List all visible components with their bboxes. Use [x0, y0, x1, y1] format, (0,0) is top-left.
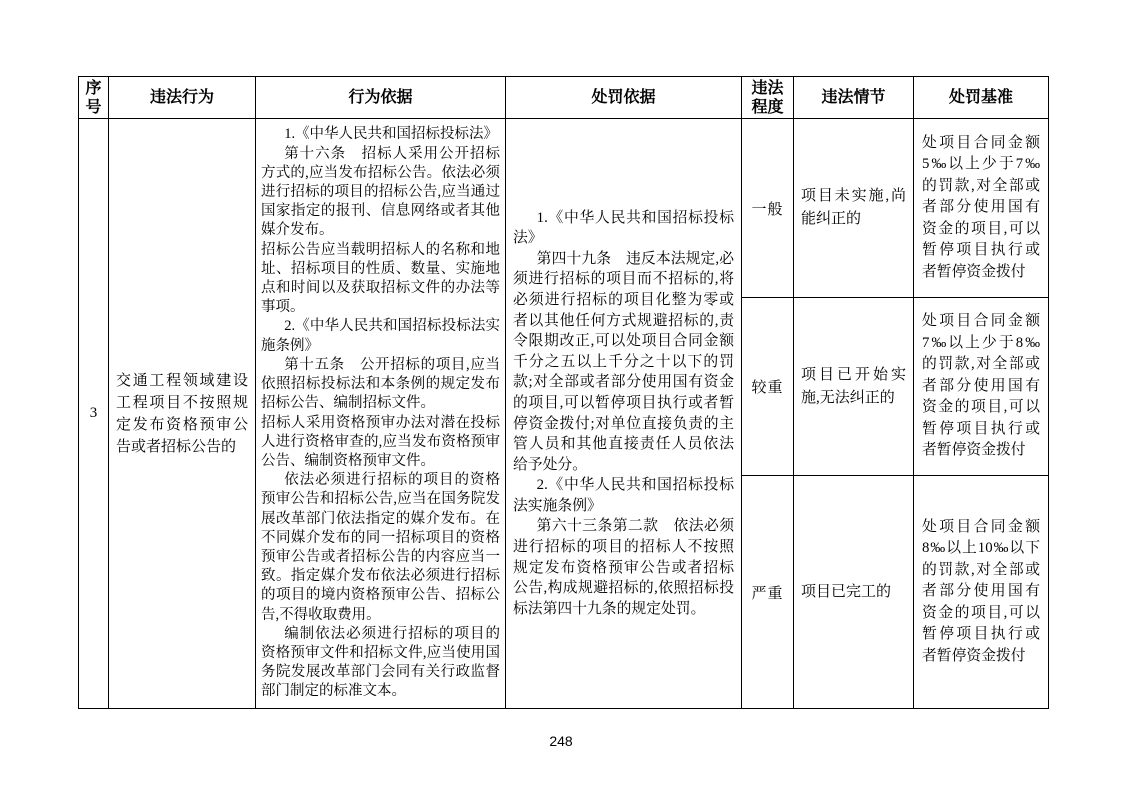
page-number: 248	[549, 733, 573, 749]
col-header-illegal-act: 违法行为	[109, 77, 256, 119]
cell-circumstance-severe	[794, 476, 914, 709]
col-header-degree: 违法程度	[742, 77, 794, 119]
cell-degree-general: 一般	[742, 119, 794, 298]
standard-text: 处项目合同金额7‰以上少于8‰的罚款,对全部或者部分使用国有资金的项目,可以暂停项目执行或者暂停资金拨付	[922, 313, 1040, 459]
cell-degree-severe: 严重	[742, 476, 794, 709]
circumstance-text: 项目已开始实施,无法纠正的	[801, 366, 906, 406]
behavior-basis-paragraph: 1.《中华人民共和国招标投标法》	[284, 126, 499, 143]
cell-degree-serious: 较重	[742, 298, 794, 476]
standard-text: 处项目合同金额8‰以上10‰以下的罚款,对全部或者部分使用国有资金的项目,可以暂停项目执行或者暂停资金拨付	[922, 518, 1040, 664]
cell-standard-severe	[914, 476, 1049, 709]
cell-standard-serious	[914, 298, 1049, 476]
col-header-penalty-basis: 处罚依据	[506, 77, 742, 119]
table-header-row	[79, 77, 1049, 119]
standard-text: 处项目合同金额5‰以上少于7‰的罚款,对全部或者部分使用国有资金的项目,可以暂停项目执行或者暂停资金拨付	[922, 134, 1040, 280]
cell-behavior-basis	[256, 119, 506, 709]
behavior-basis-paragraph: 依法必须进行招标的项目的资格预审公告和招标公告,应当在国务院发展改革部门依法指定的媒介发布。在不同媒介发布的同一招标项目的资格预审公告或者招标公告的内容应当一致。指定媒介发布依法必须进行招标的项目的境内资格预审公告、招标公告,不得收取费用。	[261, 472, 500, 623]
cell-circumstance-serious	[794, 298, 914, 476]
behavior-basis-paragraph: 招标公告应当载明招标人的名称和地址、招标项目的性质、数量、实施地点和时间以及获取招标文件的办法等事项。	[261, 241, 500, 316]
behavior-basis-paragraph: 编制依法必须进行招标的项目的资格预审文件和招标文件,应当使用国务院发展改革部门会同有关行政监督部门制定的标准文本。	[261, 625, 500, 700]
penalty-basis-paragraph: 2.《中华人民共和国招标投标法实施条例》	[513, 477, 734, 514]
penalty-basis-paragraph: 第四十九条 违反本法规定,必须进行招标的项目而不招标的,将必须进行招标的项目化整为零或者以其他任何方式规避招标的,责令限期改正,可以处项目合同金额千分之五以上千分之十以下的罚款;对全部或者部分使用国有资金的项目,可以暂停项目执行或者暂停资金拨付;对单位直接负责的主管人员和其他直接责任人员依法给予处分。	[513, 250, 734, 473]
penalty-basis-paragraph: 第六十三条第二款 依法必须进行招标的项目的招标人不按照规定发布资格预审公告或者招标公告,构成规避招标的,依照招标投标法第四十九条的规定处罚。	[513, 518, 734, 617]
behavior-basis-paragraph: 2.《中华人民共和国招标投标法实施条例》	[261, 318, 500, 354]
col-header-seq: 序号	[79, 77, 109, 119]
circumstance-text: 项目已完工的	[801, 583, 892, 600]
cell-penalty-basis	[506, 119, 742, 709]
col-header-behavior-basis: 行为依据	[256, 77, 506, 119]
violation-penalty-table	[78, 76, 1049, 709]
penalty-basis-paragraph: 1.《中华人民共和国招标投标法》	[513, 209, 734, 247]
cell-sequence-number: 3	[79, 119, 109, 709]
circumstance-text: 项目未实施,尚能纠正的	[801, 188, 906, 227]
col-header-circumstance: 违法情节	[794, 77, 914, 119]
cell-standard-general	[914, 119, 1049, 298]
cell-circumstance-general	[794, 119, 914, 298]
behavior-basis-paragraph: 第十六条 招标人采用公开招标方式的,应当发布招标公告。依法必须进行招标的项目的招标公告,应当通过国家指定的报刊、信息网络或者其他媒介发布。	[261, 145, 500, 239]
illegal-act-text: 交通工程领域建设工程项目不按照规定发布资格预审公告或者招标公告的	[116, 372, 248, 455]
table-row-level-general	[79, 119, 1049, 298]
behavior-basis-paragraph: 招标人采用资格预审办法对潜在投标人进行资格审查的,应当发布资格预审公告、编制资格预审文件。	[261, 414, 500, 469]
cell-illegal-act	[109, 119, 256, 709]
col-header-standard: 处罚基准	[914, 77, 1049, 119]
behavior-basis-paragraph: 第十五条 公开招标的项目,应当依照招标投标法和本条例的规定发布招标公告、编制招标文件。	[261, 356, 500, 412]
